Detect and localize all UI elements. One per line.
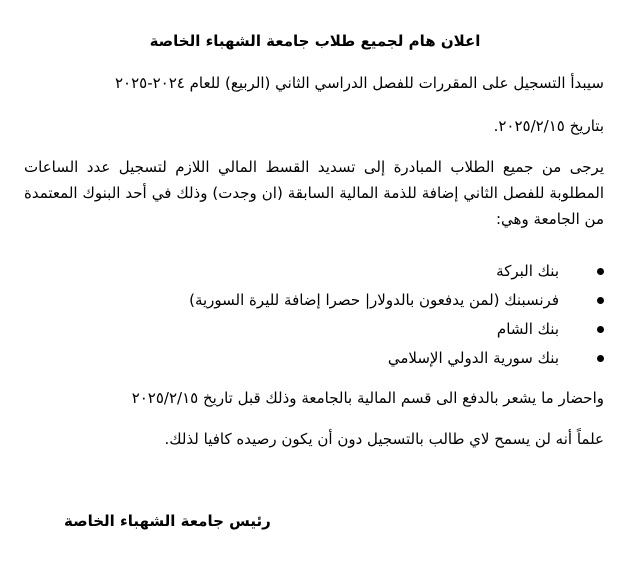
bank-name: بنك البركة: [496, 262, 559, 280]
payment-paragraph: يرجى من جميع الطلاب المبادرة إلى تسديد القسط المالي اللازم لتسجيل عدد الساعات المطلوبة للفصل الثاني إضافة للذمة المالية السابقة (ان وجدت) وذلك في أحد البنوك المعتمدة من الجامعة وهي:: [24, 158, 604, 228]
bullet-icon: [597, 326, 604, 333]
bank-list-item: [189, 344, 604, 373]
notice-line: علماً أنه لن يسمح لاي طالب بالتسجيل دون أن يكون رصيده كافيا لذلك.: [164, 430, 604, 448]
bank-list: [189, 257, 604, 373]
signature: رئيس جامعة الشهباء الخاصة: [64, 512, 271, 530]
bullet-icon: [597, 297, 604, 304]
registration-line: سيبدأ التسجيل على المقررات للفصل الدراسي الثاني (الربيع) للعام ٢٠٢٤-٢٠٢٥: [114, 74, 604, 92]
bank-list-item: [189, 286, 604, 315]
bank-list-item: [189, 257, 604, 286]
bullet-icon: [597, 268, 604, 275]
announcement-title: اعلان هام لجميع طلاب جامعة الشهباء الخاصة: [149, 32, 481, 50]
bank-name: بنك الشام: [496, 320, 559, 338]
bank-name: بنك سورية الدولي الإسلامي: [387, 349, 559, 367]
receipt-line: واحضار ما يشعر بالدفع الى قسم المالية بالجامعة وذلك قبل تاريخ ٢٠٢٥/٢/١٥: [131, 389, 604, 407]
bank-list-item: [189, 315, 604, 344]
date-line: بتاريخ ٢٠٢٥/٢/١٥.: [493, 117, 604, 135]
bullet-icon: [597, 355, 604, 362]
bank-name: فرنسبنك (لمن يدفعون بالدولار| حصرا إضافة لليرة السورية): [189, 291, 559, 309]
